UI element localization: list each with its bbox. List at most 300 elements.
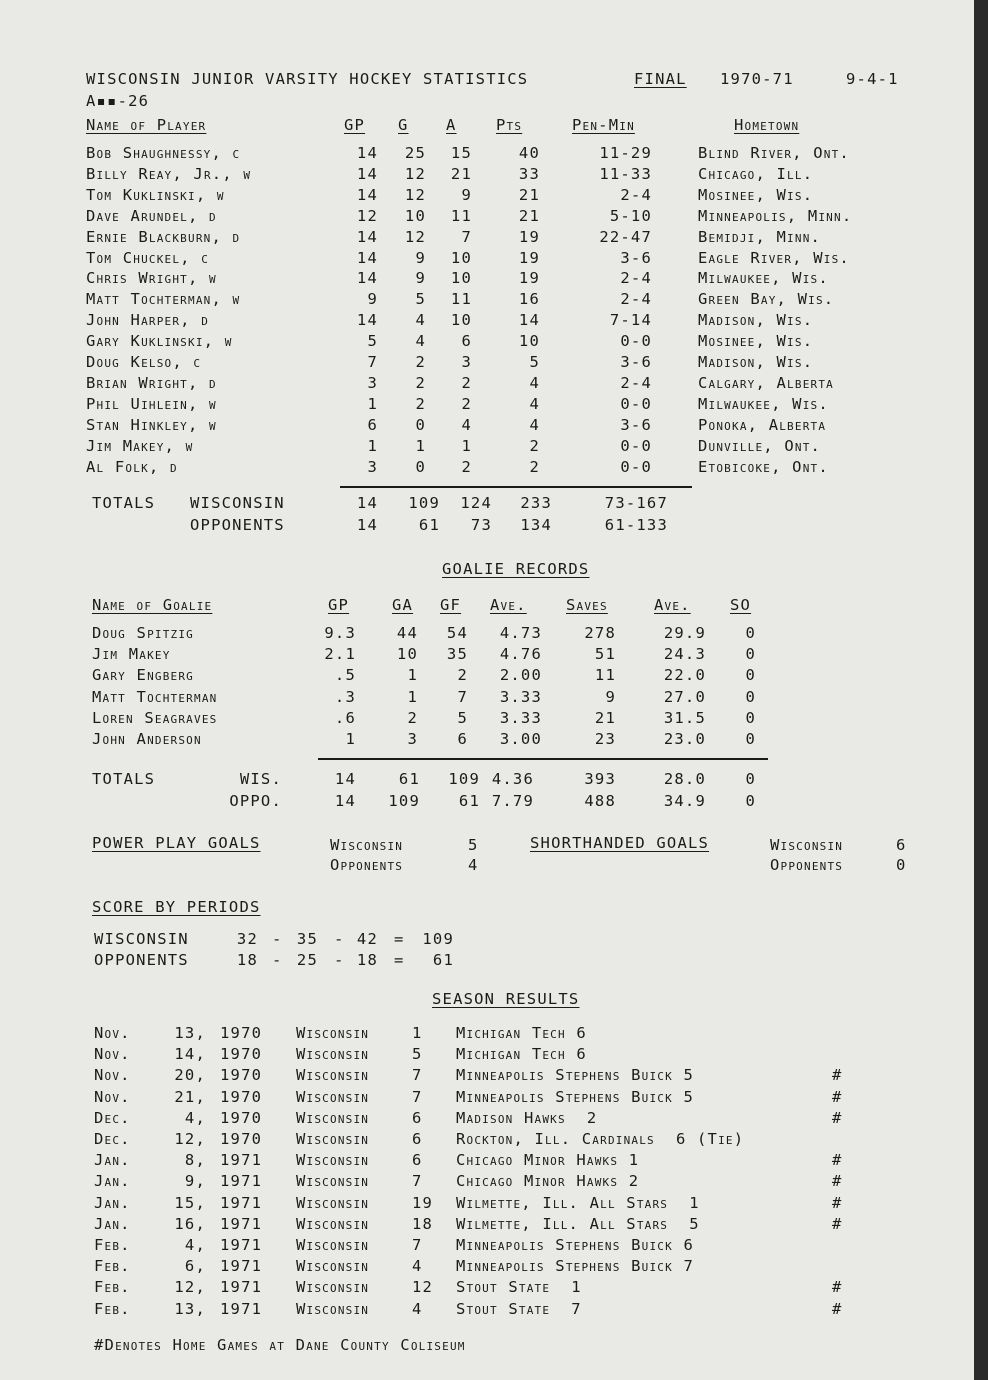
game-score: 6 [412, 1108, 423, 1127]
game-opponent: Minneapolis Stephens Buick 6 [456, 1236, 694, 1254]
game-year: 1971 [220, 1172, 263, 1191]
period-3: 18 [356, 951, 378, 969]
player-name: Tom Chuckel, c [86, 248, 210, 267]
player-goals: 2 [415, 394, 426, 413]
season-label: 1970-71 [720, 70, 794, 88]
player-points: 5 [529, 353, 540, 371]
goalie-gp: 2.1 [324, 645, 356, 664]
goalie-header-ave: Ave. [490, 596, 527, 614]
player-goals: 0 [415, 457, 426, 476]
game-day: 15, [174, 1193, 206, 1212]
player-name: Gary Kuklinski, w [86, 332, 233, 351]
player-hometown: Blind River, Ont. [698, 144, 850, 162]
player-gp: 12 [356, 206, 378, 225]
player-goals: 10 [404, 206, 426, 225]
player-gp: 1 [367, 436, 378, 455]
period-total: 61 [432, 951, 454, 969]
game-team: Wisconsin [296, 1130, 370, 1148]
player-points: 19 [518, 248, 540, 267]
game-year: 1970 [220, 1108, 263, 1127]
player-hometown: Madison, Wis. [698, 353, 814, 371]
player-penalties: 0-0 [620, 394, 652, 413]
game-score: 12 [412, 1278, 434, 1297]
player-points: 19 [518, 227, 540, 246]
goalie-ave: 3.33 [499, 687, 542, 706]
player-penalties: 5-10 [609, 206, 652, 225]
game-opponent: Chicago Minor Hawks 1 [456, 1151, 640, 1170]
goalie-totals-so: 0 [745, 792, 756, 810]
player-hometown: Milwaukee, Wis. [698, 269, 829, 288]
game-month: Nov. [94, 1045, 131, 1064]
game-year: 1971 [220, 1151, 263, 1170]
pp-opp-value: 4 [468, 856, 479, 874]
game-year: 1971 [220, 1214, 263, 1233]
player-name: Ernie Blackburn, d [86, 227, 241, 246]
totals-goals: 109 [408, 494, 440, 512]
goalie-header-ave2: Ave. [654, 596, 691, 614]
player-goals: 5 [415, 290, 426, 309]
player-gp: 14 [356, 164, 378, 183]
goalie-header-saves: Saves [566, 596, 608, 614]
player-gp: 14 [356, 248, 378, 267]
goalie-totals-ga: 109 [388, 792, 420, 810]
player-points: 33 [518, 164, 540, 183]
player-gp: 14 [356, 144, 378, 162]
player-gp: 14 [356, 227, 378, 246]
totals-penalties: 61-133 [604, 516, 668, 534]
player-goals: 12 [404, 185, 426, 204]
goalie-totals-saves: 393 [584, 770, 616, 788]
player-hometown: Etobicoke, Ont. [698, 457, 829, 476]
game-year: 1971 [220, 1278, 263, 1297]
game-team: Wisconsin [296, 1278, 370, 1297]
period-3: 42 [356, 930, 378, 948]
goalie-so: 0 [745, 730, 756, 748]
player-penalties: 2-4 [620, 373, 652, 392]
game-score: 1 [412, 1024, 423, 1042]
header-gp: GP [344, 116, 366, 134]
player-goals: 2 [415, 373, 426, 392]
player-goals: 1 [415, 436, 426, 455]
player-name: Doug Kelso, c [86, 353, 202, 371]
goalie-totals-gp: 14 [334, 792, 356, 810]
goalie-header-name: Name of Goalie [92, 596, 213, 614]
player-hometown: Dunville, Ont. [698, 436, 822, 455]
player-hometown: Green Bay, Wis. [698, 290, 835, 309]
power-play-title: POWER PLAY GOALS [92, 834, 261, 852]
player-assists: 15 [450, 144, 472, 162]
goalie-ave: 3.00 [499, 730, 542, 748]
period-1: 18 [236, 951, 258, 969]
season-results-title: SEASON RESULTS [432, 990, 580, 1008]
game-opponent: Madison Hawks 2 [456, 1108, 598, 1127]
player-assists: 4 [461, 415, 472, 434]
game-team: Wisconsin [296, 1151, 370, 1170]
goalie-name: John Anderson [92, 730, 202, 748]
game-year: 1971 [220, 1257, 263, 1276]
totals-team-label: OPPONENTS [190, 516, 285, 534]
player-name: Matt Tochterman, w [86, 290, 241, 309]
goalie-name: Doug Spitzig [92, 624, 194, 642]
player-goals: 4 [415, 332, 426, 351]
goalie-ga: 3 [407, 730, 418, 748]
goalie-saves: 9 [605, 687, 616, 706]
totals-penalties: 73-167 [604, 494, 668, 512]
goalie-totals-saves: 488 [584, 792, 616, 810]
game-score: 7 [412, 1236, 423, 1254]
game-month: Jan. [94, 1172, 131, 1191]
player-penalties: 11-29 [599, 144, 652, 162]
player-assists: 2 [461, 394, 472, 413]
game-month: Nov. [94, 1024, 131, 1042]
game-team: Wisconsin [296, 1236, 370, 1254]
player-points: 21 [518, 206, 540, 225]
player-points: 19 [518, 269, 540, 288]
player-name: Tom Kuklinski, w [86, 185, 225, 204]
player-penalties: 0-0 [620, 436, 652, 455]
goalie-gf: 6 [457, 730, 468, 748]
goalie-gp: 1 [345, 730, 356, 748]
game-day: 21, [174, 1087, 206, 1106]
goalie-totals-gf: 109 [448, 770, 480, 788]
player-hometown: Mosinee, Wis. [698, 332, 814, 351]
goalie-saves: 23 [594, 730, 616, 748]
game-month: Jan. [94, 1151, 131, 1170]
player-penalties: 0-0 [620, 457, 652, 476]
goalie-header-so: SO [730, 596, 752, 614]
goalie-totals-label: TOTALS [92, 770, 156, 788]
period-separator: - [334, 951, 345, 969]
goalie-save-ave: 31.5 [663, 708, 706, 727]
player-penalties: 22-47 [599, 227, 652, 246]
player-points: 4 [529, 415, 540, 434]
game-day: 14, [174, 1045, 206, 1064]
sh-wis-value: 6 [896, 836, 907, 854]
game-year: 1970 [220, 1130, 263, 1148]
player-name: Stan Hinkley, w [86, 415, 217, 434]
player-assists: 10 [450, 248, 472, 267]
player-goals: 4 [415, 311, 426, 330]
game-score: 4 [412, 1257, 423, 1276]
goalie-header-gf: GF [440, 596, 462, 614]
game-team: Wisconsin [296, 1299, 370, 1318]
period-team: OPPONENTS [94, 951, 189, 969]
player-goals: 0 [415, 415, 426, 434]
player-assists: 1 [461, 436, 472, 455]
game-day: 12, [174, 1130, 206, 1148]
game-year: 1970 [220, 1066, 263, 1085]
goalie-save-ave: 24.3 [663, 645, 706, 664]
goalie-totals-ga: 61 [398, 770, 420, 788]
game-day: 13, [174, 1024, 206, 1042]
period-team: WISCONSIN [94, 930, 189, 948]
player-name: Bob Shaughnessy, c [86, 144, 241, 162]
game-team: Wisconsin [296, 1024, 370, 1042]
game-year: 1970 [220, 1045, 263, 1064]
home-game-marker: # [832, 1108, 843, 1127]
player-name: Al Folk, d [86, 457, 178, 476]
period-separator: - [272, 930, 283, 948]
goalie-totals-gp: 14 [334, 770, 356, 788]
goalie-ga: 1 [407, 687, 418, 706]
player-name: Phil Uihlein, w [86, 394, 217, 413]
game-month: Dec. [94, 1130, 131, 1148]
game-opponent: Chicago Minor Hawks 2 [456, 1172, 640, 1191]
player-hometown: Calgary, Alberta [698, 373, 834, 392]
goalie-records-title: GOALIE RECORDS [442, 560, 590, 578]
game-day: 13, [174, 1299, 206, 1318]
game-opponent: Michigan Tech 6 [456, 1045, 587, 1064]
player-assists: 7 [461, 227, 472, 246]
game-year: 1970 [220, 1087, 263, 1106]
sh-opp-value: 0 [896, 856, 907, 874]
goalie-ave: 3.33 [499, 708, 542, 727]
sh-wis-label: Wisconsin [770, 836, 844, 854]
game-score: 4 [412, 1299, 423, 1318]
player-assists: 9 [461, 185, 472, 204]
game-opponent: Minneapolis Stephens Buick 5 [456, 1066, 694, 1085]
game-day: 6, [184, 1257, 206, 1276]
player-assists: 11 [450, 206, 472, 225]
game-score: 19 [412, 1193, 434, 1212]
player-gp: 9 [367, 290, 378, 309]
goalie-totals-ave: 4.36 [491, 770, 534, 788]
period-2: 25 [296, 951, 318, 969]
goalie-header-ga: GA [392, 596, 414, 614]
player-assists: 10 [450, 269, 472, 288]
goalie-name: Jim Makey [92, 645, 171, 664]
goalie-saves: 11 [594, 666, 616, 685]
goalie-gp: .3 [334, 687, 356, 706]
player-assists: 3 [461, 353, 472, 371]
game-day: 16, [174, 1214, 206, 1233]
goalie-saves: 21 [594, 708, 616, 727]
game-year: 1971 [220, 1193, 263, 1212]
goalie-ga: 44 [396, 624, 418, 642]
pp-wis-value: 5 [468, 836, 479, 854]
game-score: 18 [412, 1214, 434, 1233]
goalie-gf: 54 [446, 624, 468, 642]
player-penalties: 3-6 [620, 248, 652, 267]
game-opponent: Michigan Tech 6 [456, 1024, 587, 1042]
player-penalties: 2-4 [620, 290, 652, 309]
game-score: 7 [412, 1087, 423, 1106]
game-year: 1970 [220, 1024, 263, 1042]
goalie-totals-team: OPPO. [229, 792, 282, 810]
goalie-gp: .6 [334, 708, 356, 727]
game-day: 4, [184, 1236, 206, 1254]
player-hometown: Eagle River, Wis. [698, 248, 850, 267]
game-opponent: Minneapolis Stephens Buick 5 [456, 1087, 694, 1106]
game-opponent: Wilmette, Ill. All Stars 5 [456, 1214, 700, 1233]
game-score: 5 [412, 1045, 423, 1064]
goalie-so: 0 [745, 666, 756, 685]
player-penalties: 2-4 [620, 269, 652, 288]
goalie-gf: 35 [446, 645, 468, 664]
totals-assists: 124 [460, 494, 492, 512]
player-assists: 2 [461, 457, 472, 476]
game-day: 4, [184, 1108, 206, 1127]
totals-gp: 14 [356, 516, 378, 534]
player-assists: 6 [461, 332, 472, 351]
final-label: FINAL [634, 70, 687, 88]
goalie-so: 0 [745, 624, 756, 642]
period-separator: - [334, 930, 345, 948]
game-month: Feb. [94, 1278, 131, 1297]
game-day: 20, [174, 1066, 206, 1085]
goalie-saves: 278 [584, 624, 616, 642]
game-day: 8, [184, 1151, 206, 1170]
player-name: Jim Makey, w [86, 436, 194, 455]
totals-gp: 14 [356, 494, 378, 512]
goalie-ave: 4.73 [499, 624, 542, 642]
player-goals: 25 [404, 144, 426, 162]
period-equals: = [394, 951, 405, 969]
goalie-totals-rule [318, 758, 768, 760]
home-game-marker: # [832, 1299, 843, 1318]
player-gp: 1 [367, 394, 378, 413]
player-hometown: Madison, Wis. [698, 311, 814, 330]
header-a: A [446, 116, 457, 134]
player-penalties: 3-6 [620, 415, 652, 434]
home-game-marker: # [832, 1151, 843, 1170]
player-points: 16 [518, 290, 540, 309]
goalie-ga: 1 [407, 666, 418, 685]
player-name: Dave Arundel, d [86, 206, 217, 225]
goalie-so: 0 [745, 708, 756, 727]
header-g: G [398, 116, 409, 134]
player-name: Brian Wright, d [86, 373, 217, 392]
player-assists: 10 [450, 311, 472, 330]
player-gp: 5 [367, 332, 378, 351]
period-1: 32 [236, 930, 258, 948]
header-pen: Pen-Min [572, 116, 635, 134]
goalie-save-ave: 23.0 [663, 730, 706, 748]
game-team: Wisconsin [296, 1193, 370, 1212]
home-game-marker: # [832, 1066, 843, 1085]
game-score: 6 [412, 1151, 423, 1170]
goalie-gf: 2 [457, 666, 468, 685]
player-gp: 14 [356, 269, 378, 288]
goalie-ave: 2.00 [499, 666, 542, 685]
pp-opp-label: Opponents [330, 856, 404, 874]
goalie-save-ave: 29.9 [663, 624, 706, 642]
home-game-marker: # [832, 1172, 843, 1191]
goalie-totals-gf: 61 [458, 792, 480, 810]
player-name: John Harper, d [86, 311, 210, 330]
game-month: Dec. [94, 1108, 131, 1127]
goalie-ave: 4.76 [499, 645, 542, 664]
player-points: 14 [518, 311, 540, 330]
header-hometown: Hometown [734, 116, 800, 134]
pp-wis-label: Wisconsin [330, 836, 404, 854]
game-team: Wisconsin [296, 1108, 370, 1127]
home-game-marker: # [832, 1214, 843, 1233]
periods-title: SCORE BY PERIODS [92, 898, 261, 916]
player-penalties: 7-14 [609, 311, 652, 330]
period-equals: = [394, 930, 405, 948]
goalie-header-gp: GP [328, 596, 350, 614]
player-hometown: Mosinee, Wis. [698, 185, 814, 204]
header-pts: Pts [496, 116, 523, 134]
goalie-save-ave: 27.0 [663, 687, 706, 706]
player-goals: 9 [415, 269, 426, 288]
player-gp: 7 [367, 353, 378, 371]
player-gp: 6 [367, 415, 378, 434]
goalie-name: Gary Engberg [92, 666, 194, 685]
shorthanded-title: SHORTHANDED GOALS [530, 834, 710, 852]
goalie-save-ave: 22.0 [663, 666, 706, 685]
goalie-name: Loren Seagraves [92, 708, 218, 727]
home-game-marker: # [832, 1193, 843, 1212]
player-assists: 2 [461, 373, 472, 392]
player-hometown: Chicago, Ill. [698, 164, 814, 183]
player-points: 2 [529, 436, 540, 455]
player-gp: 14 [356, 185, 378, 204]
page-edge [974, 0, 988, 1380]
totals-points: 233 [520, 494, 552, 512]
player-points: 21 [518, 185, 540, 204]
game-team: Wisconsin [296, 1257, 370, 1276]
totals-team-label: WISCONSIN [190, 494, 285, 512]
player-name: Billy Reay, Jr., w [86, 164, 252, 183]
player-hometown: Minneapolis, Minn. [698, 206, 853, 225]
season-record: 9-4-1 [846, 70, 899, 88]
goalie-totals-save-ave: 28.0 [663, 770, 706, 788]
game-month: Nov. [94, 1087, 131, 1106]
goalie-totals-ave: 7.79 [491, 792, 534, 810]
game-score: 6 [412, 1130, 423, 1148]
player-points: 10 [518, 332, 540, 351]
period-total: 109 [422, 930, 454, 948]
player-name: Chris Wright, w [86, 269, 217, 288]
document-title: WISCONSIN JUNIOR VARSITY HOCKEY STATISTICS [86, 70, 529, 88]
goalie-ga: 10 [396, 645, 418, 664]
game-opponent: Minneapolis Stephens Buick 7 [456, 1257, 694, 1276]
game-score: 7 [412, 1172, 423, 1191]
game-month: Jan. [94, 1193, 131, 1212]
player-hometown: Ponoka, Alberta [698, 415, 827, 434]
home-game-marker: # [832, 1278, 843, 1297]
game-opponent: Stout State 1 [456, 1278, 582, 1297]
player-gp: 3 [367, 457, 378, 476]
sh-opp-label: Opponents [770, 856, 844, 874]
player-goals: 9 [415, 248, 426, 267]
player-points: 2 [529, 457, 540, 476]
goalie-so: 0 [745, 687, 756, 706]
player-assists: 11 [450, 290, 472, 309]
player-hometown: Bemidji, Minn. [698, 227, 822, 246]
game-day: 12, [174, 1278, 206, 1297]
home-game-marker: # [832, 1087, 843, 1106]
player-goals: 12 [404, 164, 426, 183]
player-penalties: 11-33 [599, 164, 652, 183]
goalie-ga: 2 [407, 708, 418, 727]
player-hometown: Milwaukee, Wis. [698, 394, 829, 413]
game-month: Feb. [94, 1236, 131, 1254]
player-points: 4 [529, 373, 540, 392]
header-name: Name of Player [86, 116, 207, 134]
player-points: 40 [518, 144, 540, 162]
goalie-gp: .5 [334, 666, 356, 685]
totals-goals: 61 [418, 516, 440, 534]
goalie-totals-so: 0 [745, 770, 756, 788]
goalie-totals-save-ave: 34.9 [663, 792, 706, 810]
period-separator: - [272, 951, 283, 969]
game-day: 9, [184, 1172, 206, 1191]
game-team: Wisconsin [296, 1066, 370, 1085]
player-penalties: 2-4 [620, 185, 652, 204]
